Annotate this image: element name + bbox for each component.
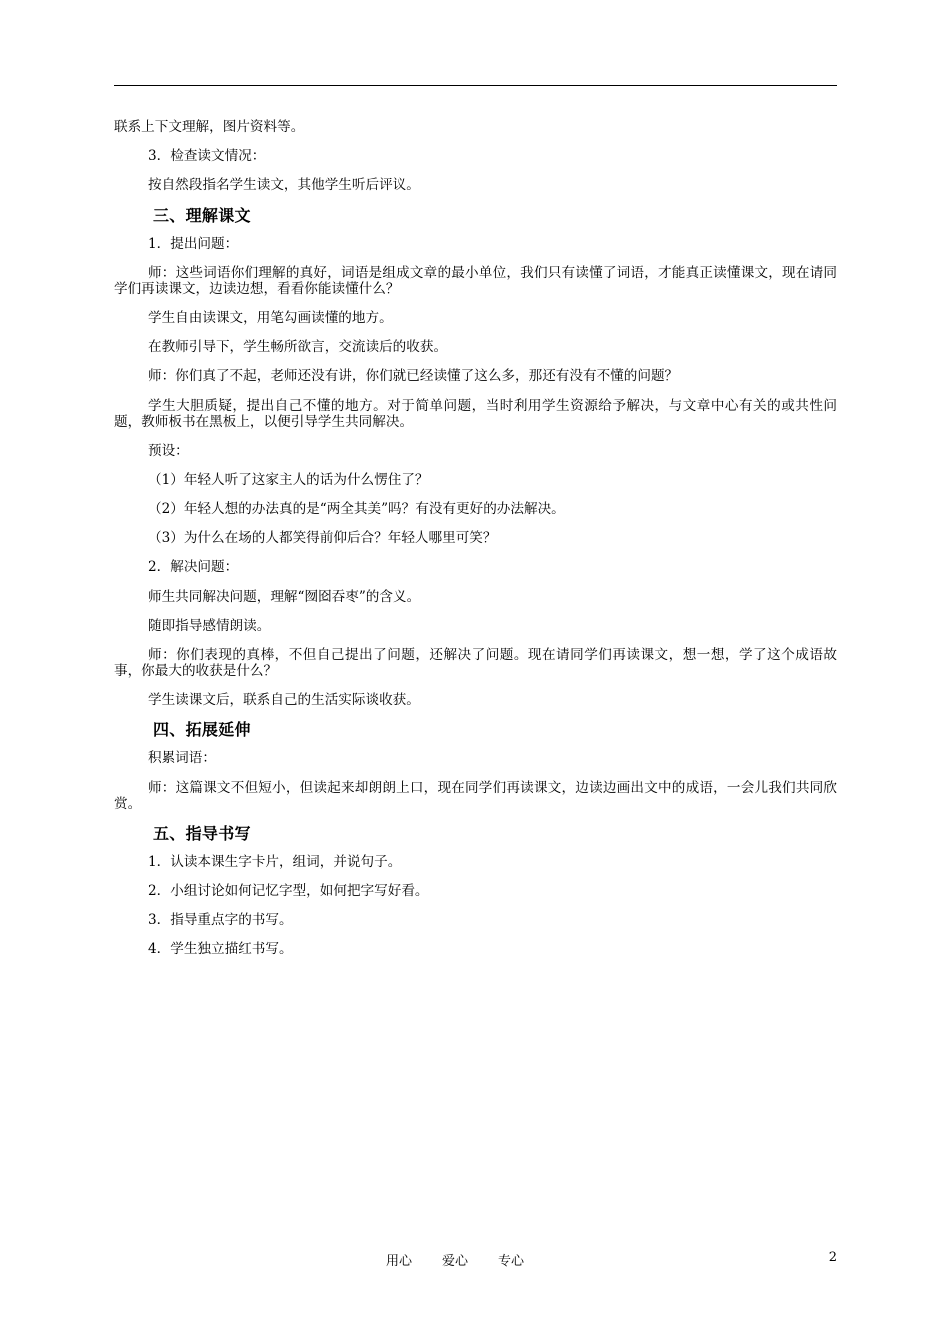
footer-motto-word: 专心	[498, 1254, 525, 1269]
paragraph: 1．认读本课生字卡片，组词，并说句子。	[148, 853, 402, 870]
paragraph: 师：这篇课文不但短小，但读起来却朗朗上口，现在同学们再读课文，边读边画出文中的成语，一会儿我们共同欣赏。	[114, 779, 837, 812]
paragraph: （3）为什么在场的人都笑得前仰后合？年轻人哪里可笑？	[148, 530, 497, 547]
paragraph: （2）年轻人想的办法真的是“两全其美”吗？有没有更好的办法解决。	[148, 501, 565, 518]
paragraph: 3．检查读文情况：	[148, 148, 266, 165]
paragraph: 学生读课文后，联系自己的生活实际谈收获。	[148, 692, 420, 709]
header-rule	[114, 85, 837, 86]
paragraph: 2．解决问题：	[148, 559, 239, 576]
paragraph: 在教师引导下，学生畅所欲言，交流读后的收获。	[148, 339, 448, 356]
document-body	[114, 119, 837, 971]
section-heading: 四、拓展延伸	[153, 720, 251, 740]
paragraph: 随即指导感情朗读。	[148, 617, 271, 634]
paragraph: 联系上下文理解，图片资料等。	[114, 119, 305, 135]
page-footer	[114, 1250, 837, 1268]
paragraph: 师：你们真了不起，老师还没有讲，你们就已经读懂了这么多，那还有没有不懂的问题？	[148, 368, 679, 385]
paragraph: 2．小组讨论如何记忆字型，如何把字写好看。	[148, 882, 429, 899]
paragraph: 师：你们表现的真棒，不但自己提出了问题，还解决了问题。现在请同学们再读课文，想一想，学了这个成语故事，你最大的收获是什么？	[114, 647, 837, 679]
paragraph: 4．学生独立描红书写。	[148, 941, 293, 958]
page-number: 2	[828, 1250, 837, 1265]
paragraph: 3．指导重点字的书写。	[148, 912, 293, 929]
paragraph: 学生自由读课文，用笔勾画读懂的地方。	[148, 309, 393, 326]
paragraph: 学生大胆质疑，提出自己不懂的地方。对于简单问题，当时利用学生资源给予解决，与文章中心有关的或共性问题，教师板书在黑板上，以便引导学生共同解决。	[114, 397, 837, 430]
footer-motto-word: 爱心	[442, 1254, 469, 1269]
paragraph: 预设：	[148, 442, 189, 459]
section-heading: 五、指导书写	[153, 823, 251, 843]
paragraph: 按自然段指名学生读文，其他学生听后评议。	[148, 177, 420, 194]
paragraph: 师生共同解决问题，理解“囫囵吞枣”的含义。	[148, 588, 421, 605]
paragraph: 1．提出问题：	[148, 235, 239, 252]
paragraph: 师：这些词语你们理解的真好，词语是组成文章的最小单位，我们只有读懂了词语，才能真正读懂课文，现在请同学们再读课文，边读边想，看看你能读懂什么？	[114, 264, 837, 297]
section-heading: 三、理解课文	[153, 205, 251, 225]
paragraph: （1）年轻人听了这家主人的话为什么愣住了？	[148, 471, 429, 488]
footer-motto-word: 用心	[386, 1254, 413, 1269]
paragraph: 积累词语：	[148, 750, 216, 767]
footer-motto	[386, 1250, 524, 1269]
